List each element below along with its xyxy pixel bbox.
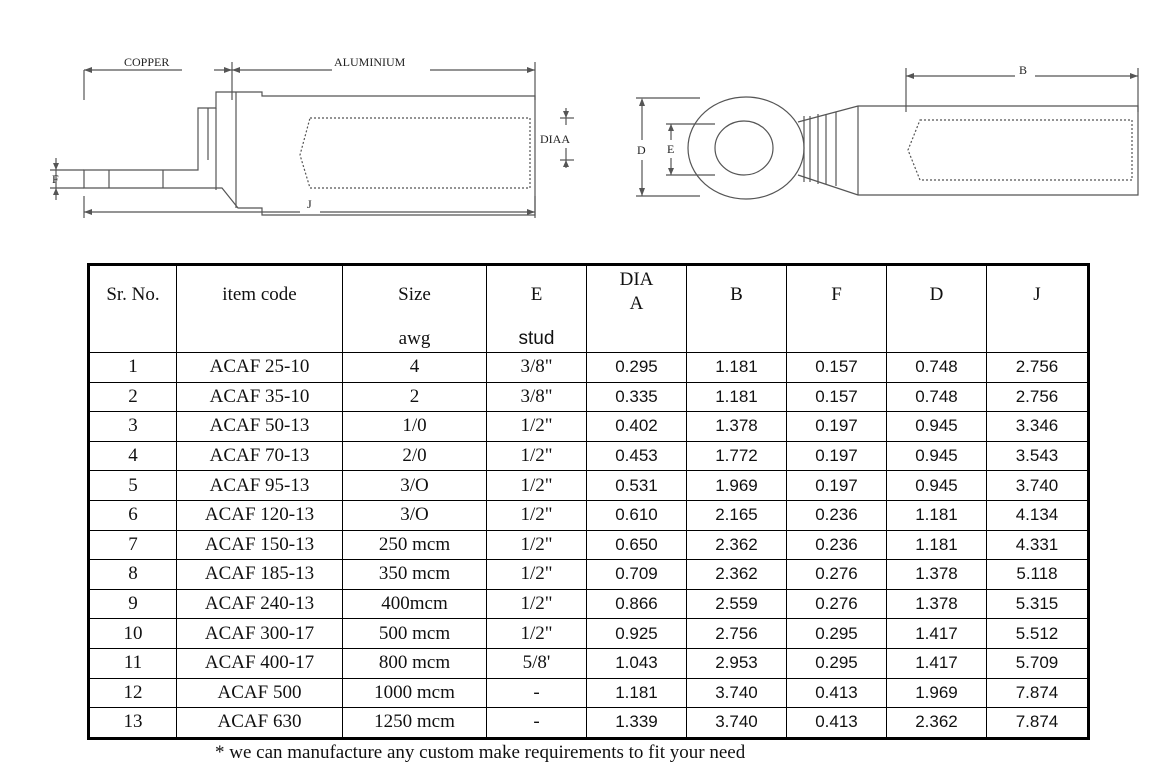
f-label: F <box>52 172 59 186</box>
cell-dia-a: 0.709 <box>587 560 687 590</box>
header-dia-a: DIA A <box>587 265 687 353</box>
cell-item-code: ACAF 25-10 <box>177 353 343 383</box>
cell-j: 2.756 <box>987 382 1089 412</box>
cell-size: 2 <box>343 382 487 412</box>
cell-dia-a: 0.295 <box>587 353 687 383</box>
aluminium-label: ALUMINIUM <box>334 55 406 69</box>
header-sr-no: Sr. No. <box>89 265 177 353</box>
cell-f: 0.197 <box>787 441 887 471</box>
cell-j: 4.134 <box>987 500 1089 530</box>
cell-sr-no: 11 <box>89 648 177 678</box>
cell-dia-a: 0.453 <box>587 441 687 471</box>
cell-stud: - <box>487 708 587 739</box>
table-row <box>89 648 1089 678</box>
cell-sr-no: 7 <box>89 530 177 560</box>
cell-b: 2.756 <box>687 619 787 649</box>
cell-d: 0.945 <box>887 471 987 501</box>
cell-j: 4.331 <box>987 530 1089 560</box>
cell-size: 4 <box>343 353 487 383</box>
cell-stud: 1/2" <box>487 412 587 442</box>
cell-b: 1.181 <box>687 353 787 383</box>
cell-item-code: ACAF 185-13 <box>177 560 343 590</box>
cell-item-code: ACAF 150-13 <box>177 530 343 560</box>
cell-b: 1.772 <box>687 441 787 471</box>
cell-sr-no: 8 <box>89 560 177 590</box>
table-row <box>89 441 1089 471</box>
footnote: * we can manufacture any custom make requirements to fit your need <box>215 742 746 763</box>
cell-size: 1/0 <box>343 412 487 442</box>
j-label: J <box>307 197 312 211</box>
cell-sr-no: 5 <box>89 471 177 501</box>
cell-stud: 3/8" <box>487 353 587 383</box>
cell-b: 1.181 <box>687 382 787 412</box>
header-item-code: item code <box>177 265 343 353</box>
cell-f: 0.197 <box>787 471 887 501</box>
cell-item-code: ACAF 400-17 <box>177 648 343 678</box>
cell-stud: 1/2" <box>487 530 587 560</box>
cell-item-code: ACAF 95-13 <box>177 471 343 501</box>
cell-stud: - <box>487 678 587 708</box>
cell-dia-a: 0.402 <box>587 412 687 442</box>
cell-b: 1.969 <box>687 471 787 501</box>
cell-b: 2.362 <box>687 560 787 590</box>
specification-table <box>87 263 1090 740</box>
cell-sr-no: 13 <box>89 708 177 739</box>
cell-f: 0.276 <box>787 589 887 619</box>
cell-d: 1.378 <box>887 560 987 590</box>
cell-j: 7.874 <box>987 708 1089 739</box>
cell-size: 250 mcm <box>343 530 487 560</box>
cell-f: 0.197 <box>787 412 887 442</box>
cell-f: 0.236 <box>787 530 887 560</box>
cell-size: 500 mcm <box>343 619 487 649</box>
cell-item-code: ACAF 500 <box>177 678 343 708</box>
cell-dia-a: 0.650 <box>587 530 687 560</box>
header-row <box>89 265 1089 353</box>
cell-size: 3/O <box>343 471 487 501</box>
cell-b: 2.953 <box>687 648 787 678</box>
cell-size: 800 mcm <box>343 648 487 678</box>
header-j: J <box>987 265 1089 353</box>
header-f: F <box>787 265 887 353</box>
cell-f: 0.413 <box>787 678 887 708</box>
cell-stud: 3/8" <box>487 382 587 412</box>
cell-item-code: ACAF 300-17 <box>177 619 343 649</box>
cell-f: 0.157 <box>787 382 887 412</box>
cell-item-code: ACAF 35-10 <box>177 382 343 412</box>
cell-b: 3.740 <box>687 708 787 739</box>
copper-label: COPPER <box>124 55 170 69</box>
b-label: B <box>1019 63 1028 77</box>
table-row <box>89 708 1089 739</box>
cell-sr-no: 3 <box>89 412 177 442</box>
cell-sr-no: 6 <box>89 500 177 530</box>
table-row <box>89 500 1089 530</box>
cell-d: 2.362 <box>887 708 987 739</box>
cell-stud: 1/2" <box>487 560 587 590</box>
cell-j: 5.118 <box>987 560 1089 590</box>
cell-sr-no: 12 <box>89 678 177 708</box>
table-row <box>89 530 1089 560</box>
cell-j: 3.346 <box>987 412 1089 442</box>
cell-sr-no: 9 <box>89 589 177 619</box>
cell-f: 0.276 <box>787 560 887 590</box>
cell-item-code: ACAF 120-13 <box>177 500 343 530</box>
cell-sr-no: 4 <box>89 441 177 471</box>
cell-stud: 1/2" <box>487 500 587 530</box>
cell-j: 5.709 <box>987 648 1089 678</box>
cell-size: 350 mcm <box>343 560 487 590</box>
table-row <box>89 412 1089 442</box>
cell-d: 0.748 <box>887 353 987 383</box>
cell-d: 1.378 <box>887 589 987 619</box>
side-view-dimensions <box>50 62 574 218</box>
table-row <box>89 619 1089 649</box>
cell-d: 0.945 <box>887 412 987 442</box>
cell-stud: 1/2" <box>487 471 587 501</box>
cell-size: 1000 mcm <box>343 678 487 708</box>
cell-item-code: ACAF 50-13 <box>177 412 343 442</box>
cell-item-code: ACAF 630 <box>177 708 343 739</box>
cell-item-code: ACAF 240-13 <box>177 589 343 619</box>
diaa-label: DIAA <box>540 132 570 146</box>
cell-item-code: ACAF 70-13 <box>177 441 343 471</box>
cell-f: 0.295 <box>787 648 887 678</box>
plan-view-dimensions <box>636 68 1138 196</box>
cell-b: 3.740 <box>687 678 787 708</box>
cell-dia-a: 0.335 <box>587 382 687 412</box>
cell-stud: 1/2" <box>487 619 587 649</box>
cell-size: 3/O <box>343 500 487 530</box>
cell-size: 1250 mcm <box>343 708 487 739</box>
cell-f: 0.295 <box>787 619 887 649</box>
cell-f: 0.236 <box>787 500 887 530</box>
cell-d: 1.417 <box>887 619 987 649</box>
cell-sr-no: 2 <box>89 382 177 412</box>
cell-j: 5.512 <box>987 619 1089 649</box>
cell-d: 1.417 <box>887 648 987 678</box>
table-row <box>89 353 1089 383</box>
cell-size: 2/0 <box>343 441 487 471</box>
lug-technical-drawing <box>0 0 1167 250</box>
table-row <box>89 560 1089 590</box>
cell-stud: 1/2" <box>487 441 587 471</box>
cell-b: 2.559 <box>687 589 787 619</box>
header-d: D <box>887 265 987 353</box>
cell-b: 1.378 <box>687 412 787 442</box>
cell-d: 1.181 <box>887 500 987 530</box>
table-row <box>89 382 1089 412</box>
cell-d: 0.748 <box>887 382 987 412</box>
plan-view-lug-outline <box>688 97 1138 199</box>
cell-f: 0.157 <box>787 353 887 383</box>
cell-sr-no: 10 <box>89 619 177 649</box>
cell-dia-a: 0.610 <box>587 500 687 530</box>
cell-sr-no: 1 <box>89 353 177 383</box>
cell-j: 5.315 <box>987 589 1089 619</box>
cell-stud: 5/8' <box>487 648 587 678</box>
cell-d: 0.945 <box>887 441 987 471</box>
cell-dia-a: 0.925 <box>587 619 687 649</box>
cell-dia-a: 1.181 <box>587 678 687 708</box>
table-row <box>89 678 1089 708</box>
cell-dia-a: 0.531 <box>587 471 687 501</box>
cell-f: 0.413 <box>787 708 887 739</box>
cell-dia-a: 1.339 <box>587 708 687 739</box>
cell-j: 3.543 <box>987 441 1089 471</box>
table-row <box>89 589 1089 619</box>
cell-j: 2.756 <box>987 353 1089 383</box>
e-label: E <box>667 142 675 156</box>
cell-d: 1.969 <box>887 678 987 708</box>
cell-b: 2.165 <box>687 500 787 530</box>
table-row <box>89 471 1089 501</box>
cell-stud: 1/2" <box>487 589 587 619</box>
cell-dia-a: 0.866 <box>587 589 687 619</box>
cell-d: 1.181 <box>887 530 987 560</box>
cell-j: 7.874 <box>987 678 1089 708</box>
d-label: D <box>637 143 646 157</box>
cell-b: 2.362 <box>687 530 787 560</box>
cell-size: 400mcm <box>343 589 487 619</box>
header-size: Size awg <box>343 265 487 353</box>
header-e-stud: E stud <box>487 265 587 353</box>
header-b: B <box>687 265 787 353</box>
cell-dia-a: 1.043 <box>587 648 687 678</box>
cell-j: 3.740 <box>987 471 1089 501</box>
